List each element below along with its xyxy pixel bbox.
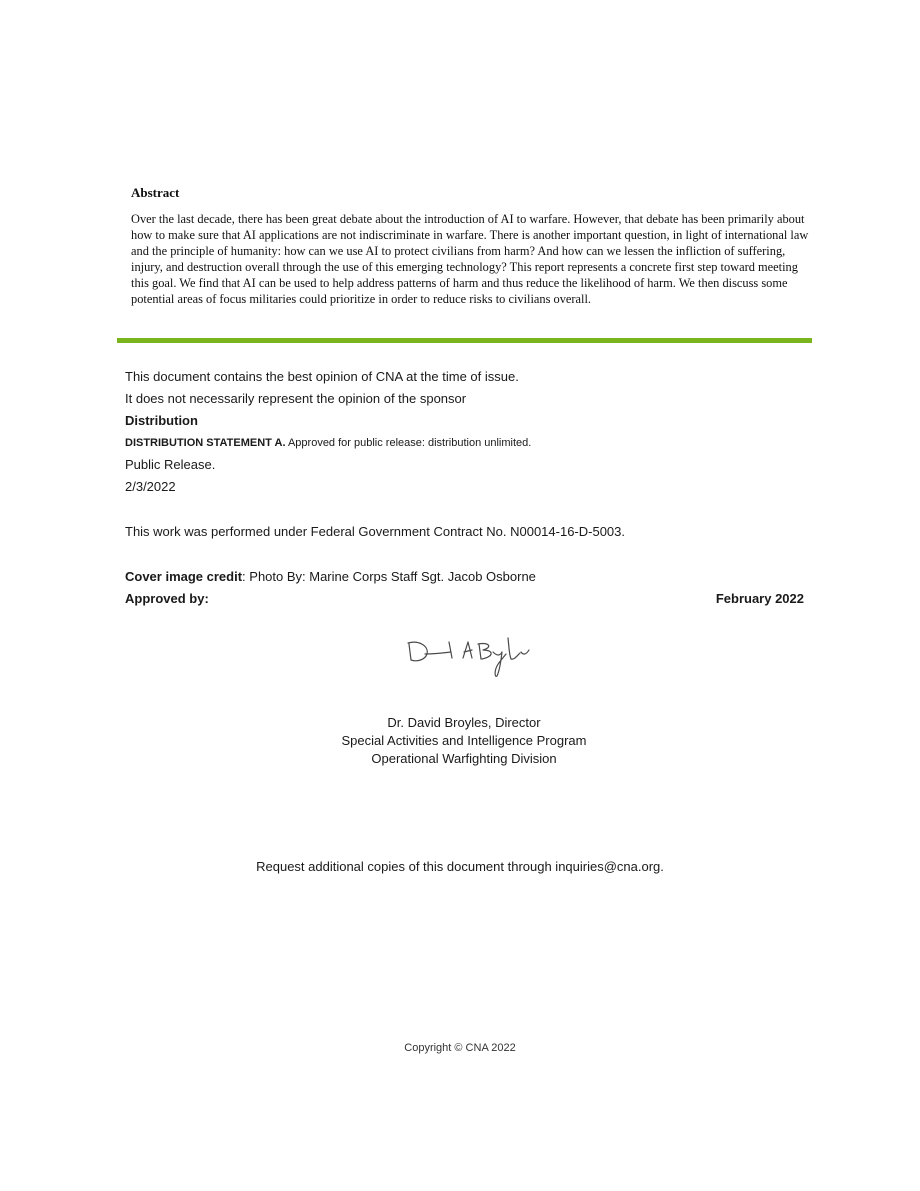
approver-division: Operational Warfighting Division — [371, 751, 557, 766]
section-divider — [117, 338, 812, 343]
contract-statement: This work was performed under Federal Government Contract No. N00014-16-D-5003. — [125, 524, 626, 539]
signature-image — [405, 632, 535, 680]
approver-program: Special Activities and Intelligence Program — [341, 733, 587, 748]
abstract-heading: Abstract — [131, 185, 180, 200]
distribution-statement-label: DISTRIBUTION STATEMENT A. — [125, 437, 286, 449]
request-copies-text: Request additional copies of this document through inquiries@cna.org. — [256, 859, 664, 874]
cover-image-credit — [125, 569, 536, 585]
opinion-notice-line2: It does not necessarily represent the opinion of the sponsor — [125, 391, 467, 406]
approver-block — [0, 714, 920, 768]
approval-date: February 2022 — [715, 591, 804, 606]
opinion-notice-line1: This document contains the best opinion of CNA at the time of issue. — [125, 369, 519, 384]
distribution-statement — [125, 435, 531, 451]
copyright-notice: Copyright © CNA 2022 — [404, 1042, 516, 1054]
request-copies — [0, 858, 920, 876]
approver-name: Dr. David Broyles, Director — [387, 715, 541, 730]
approved-by-label: Approved by: — [125, 591, 209, 606]
public-release: Public Release. — [125, 457, 216, 472]
release-date: 2/3/2022 — [125, 479, 176, 494]
cover-credit-label: Cover image credit — [125, 569, 243, 584]
abstract-body: Over the last decade, there has been great debate about the introduction of AI to warfare. However, that debate has been primarily about how to make sure that AI applications are not indiscriminate in warfare. There is another important question, in light of international law and the principle of humanity: how can we use AI to protect civilians from harm? And how can we lessen the infliction of suffering, injury, and destruction overall through the use of this emerging technology? This report represents a concrete first step toward meeting this goal. We find that AI can be used to help address patterns of harm and thus reduce the likelihood of harm. We then discuss some potential areas of focus militaries could prioritize in order to reduce risks to civilians overall. — [131, 212, 809, 306]
cover-credit-text: : Photo By: Marine Corps Staff Sgt. Jacob Osborne — [242, 569, 536, 584]
abstract-section — [131, 185, 811, 307]
distribution-heading: Distribution — [125, 413, 198, 428]
distribution-statement-text: Approved for public release: distribution unlimited. — [285, 437, 532, 449]
